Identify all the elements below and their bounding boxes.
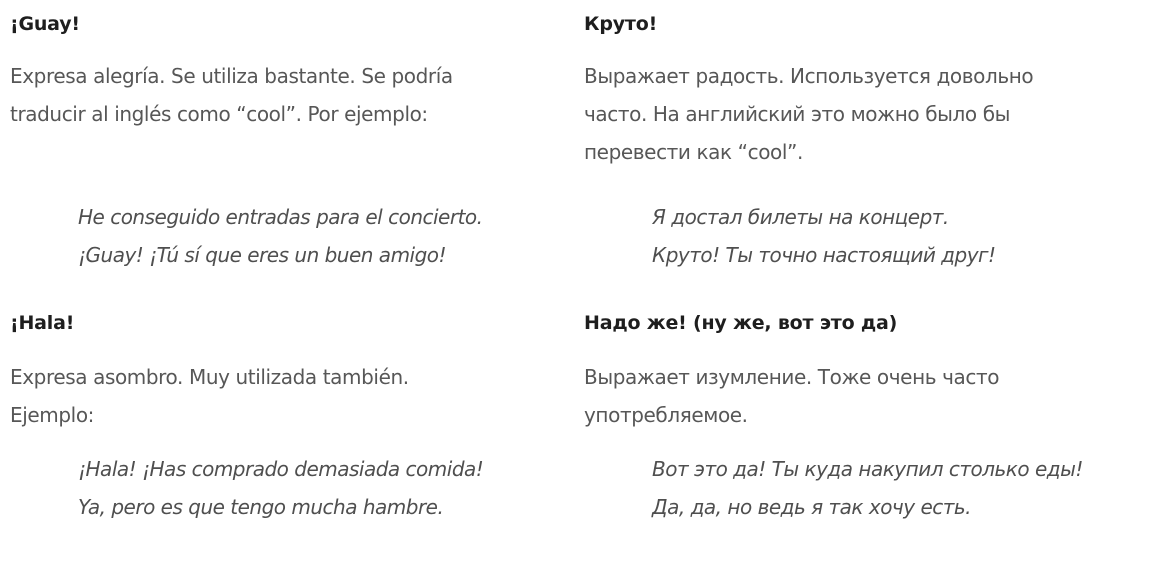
- description-hala: [10, 358, 409, 434]
- example-line: ¡Guay! ¡Tú sí que eres un buen amigo!: [78, 243, 447, 267]
- example-line: ¡Hala! ¡Has comprado demasiada comida!: [78, 457, 484, 481]
- example-hala: [78, 450, 483, 526]
- description-line: часто. На английский это можно было бы: [584, 102, 1011, 126]
- example-line: Да, да, но ведь я так хочу есть.: [652, 495, 972, 519]
- description-kruto: [584, 57, 1033, 171]
- example-line: He conseguido entradas para el concierto.: [78, 205, 483, 229]
- description-line: traducir al inglés como “cool”. Por ejemplo:: [10, 102, 428, 126]
- description-line: Expresa asombro. Muy utilizada también.: [10, 365, 409, 389]
- example-line: Круто! Ты точно настоящий друг!: [652, 243, 996, 267]
- example-line: Ya, pero es que tengo mucha hambre.: [78, 495, 444, 519]
- heading-nado-zhe: Надо же! (ну же, вот это да): [584, 312, 898, 334]
- example-nado-zhe: [652, 450, 1083, 526]
- description-line: Выражает радость. Используется довольно: [584, 64, 1034, 88]
- example-kruto: [652, 198, 996, 274]
- example-line: Я достал билеты на концерт.: [652, 205, 949, 229]
- description-line: Expresa alegría. Se utiliza bastante. Se podría: [10, 64, 453, 88]
- description-line: Выражает изумление. Тоже очень часто: [584, 365, 1000, 389]
- example-line: Вот это да! Ты куда накупил столько еды!: [652, 457, 1083, 481]
- description-line: Ejemplo:: [10, 403, 95, 427]
- heading-kruto: Круто!: [584, 13, 658, 35]
- heading-hala: ¡Hala!: [10, 312, 75, 334]
- description-guay: [10, 57, 453, 133]
- heading-guay: ¡Guay!: [10, 13, 80, 35]
- example-guay: [78, 198, 483, 274]
- description-line: перевести как “cool”.: [584, 140, 803, 164]
- description-nado-zhe: [584, 358, 999, 434]
- description-line: употребляемое.: [584, 403, 748, 427]
